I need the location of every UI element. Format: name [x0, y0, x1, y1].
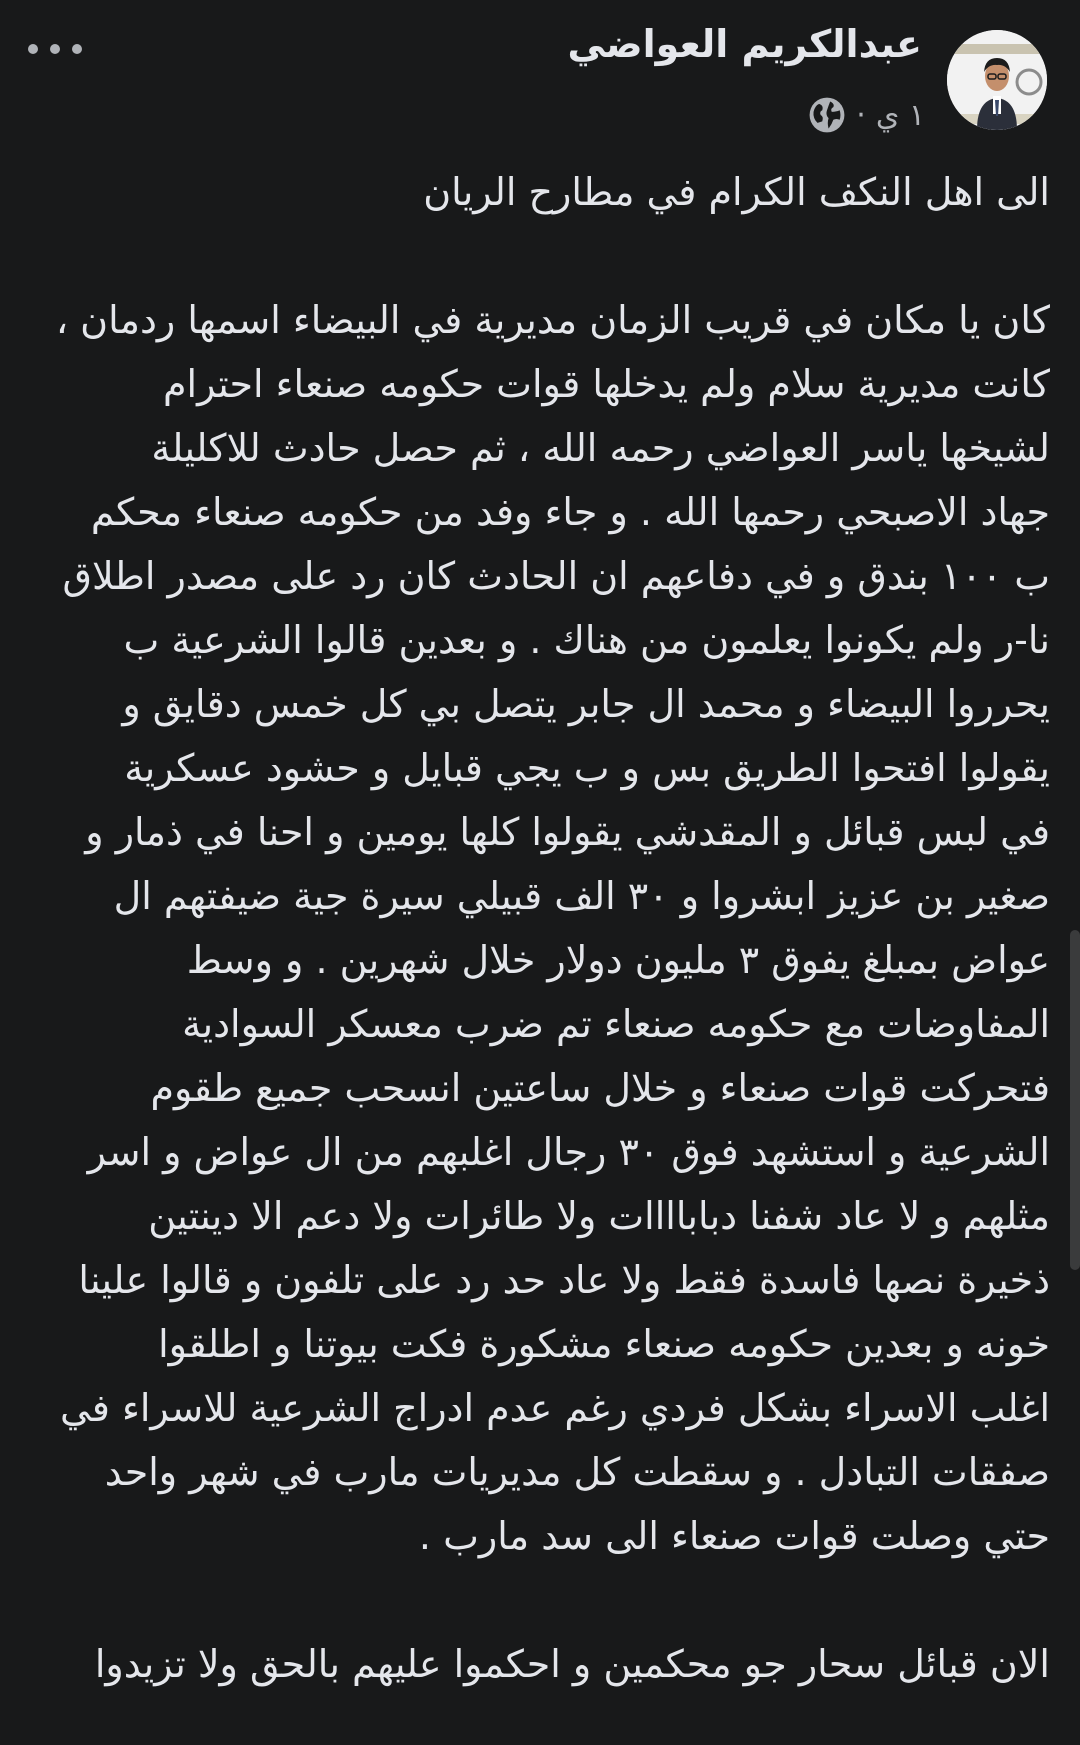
text-line: عواض بمبلغ يفوق ٣ مليون دولار خلال شهرين . و وسط [186, 938, 1050, 982]
scrollbar-thumb[interactable] [1070, 930, 1080, 1270]
text-line: خونه و بعدين حكومه صنعاء مشكورة فكت بيوتنا و اطلقوا [158, 1322, 1050, 1366]
text-line: مثلهم و لا عاد شفنا دباباااات ولا طائرات ولا دعم الا دينتين [148, 1194, 1050, 1238]
author-name[interactable]: عبدالكريم العواضي [567, 22, 922, 66]
text-line: جهاد الاصبحي رحمها الله . و جاء وفد من حكومه صنعاء محكم [90, 490, 1050, 534]
text-line: اغلب الاسراء بشكل فردي رغم عدم ادراج الشرعية للاسراء في [60, 1386, 1050, 1430]
text-line: في لبس قبائل و المقدشي يقولوا كلها يومين و احنا في ذمار و [85, 810, 1050, 854]
globe-icon [808, 96, 846, 134]
avatar[interactable] [947, 30, 1047, 130]
text-line: يقولوا افتحوا الطريق بس و ب يجي قبايل و حشود عسكرية [124, 746, 1050, 790]
post-header [0, 0, 1080, 150]
meta-separator: · [856, 97, 866, 133]
more-options-button[interactable] [28, 34, 82, 64]
greeting-line: الى اهل النكف الكرام في مطارح الريان [423, 170, 1050, 214]
text-line: حتي وصلت قوات صنعاء الى سد مارب . [418, 1514, 1050, 1558]
text-line: صفقات التبادل . و سقطت كل مديريات مارب في شهر واحد [104, 1450, 1050, 1494]
post-meta [808, 96, 925, 134]
text-line: لشيخها ياسر العواضي رحمه الله ، ثم حصل حادث للاكليلة [151, 426, 1050, 470]
post-body [30, 160, 1050, 1696]
text-line: يحرروا البيضاء و محمد ال جابر يتصل بي كل خمس دقايق و [122, 682, 1050, 726]
text-line: ب ١٠٠ بندق و في دفاعهم ان الحادث كان رد على مصدر اطلاق [62, 554, 1050, 598]
paragraph-1 [30, 288, 1050, 1568]
more-dot-icon [28, 44, 38, 54]
text-line: كانت مديرية سلام ولم يدخلها قوات حكومه صنعاء احترام [163, 362, 1050, 406]
paragraph-spacer [30, 1568, 1050, 1632]
text-line: نا-ر ولم يكونوا يعلمون من هناك . و بعدين قالوا الشرعية ب [123, 618, 1050, 662]
text-line: كان يا مكان في قريب الزمان مديرية في البيضاء اسمها ردمان ، [55, 298, 1050, 342]
text-line: الشرعية و استشهد فوق ٣٠ رجال اغلبهم من ال عواض و اسر [87, 1130, 1050, 1174]
more-dot-icon [72, 44, 82, 54]
post-time[interactable]: ١ ي [875, 97, 925, 133]
text-line: المفاوضات مع حكومه صنعاء تم ضرب معسكر السوادية [182, 1002, 1050, 1046]
paragraph-2 [30, 1632, 1050, 1696]
text-line: صغير بن عزيز ابشروا و ٣٠ الف قبيلي سيرة جية ضيفتهم ال [113, 874, 1050, 918]
text-line: ذخيرة نصها فاسدة فقط ولا عاد حد رد على تلفون و قالوا علينا [78, 1258, 1050, 1302]
avatar-photo-icon [947, 30, 1047, 130]
more-dot-icon [50, 44, 60, 54]
paragraph-spacer [30, 224, 1050, 288]
text-line: الان قبائل سحار جو محكمين و احكموا عليهم بالحق ولا تزيدوا [94, 1642, 1050, 1686]
text-line: فتحركت قوات صنعاء و خلال ساعتين انسحب جميع طقوم [150, 1066, 1050, 1110]
